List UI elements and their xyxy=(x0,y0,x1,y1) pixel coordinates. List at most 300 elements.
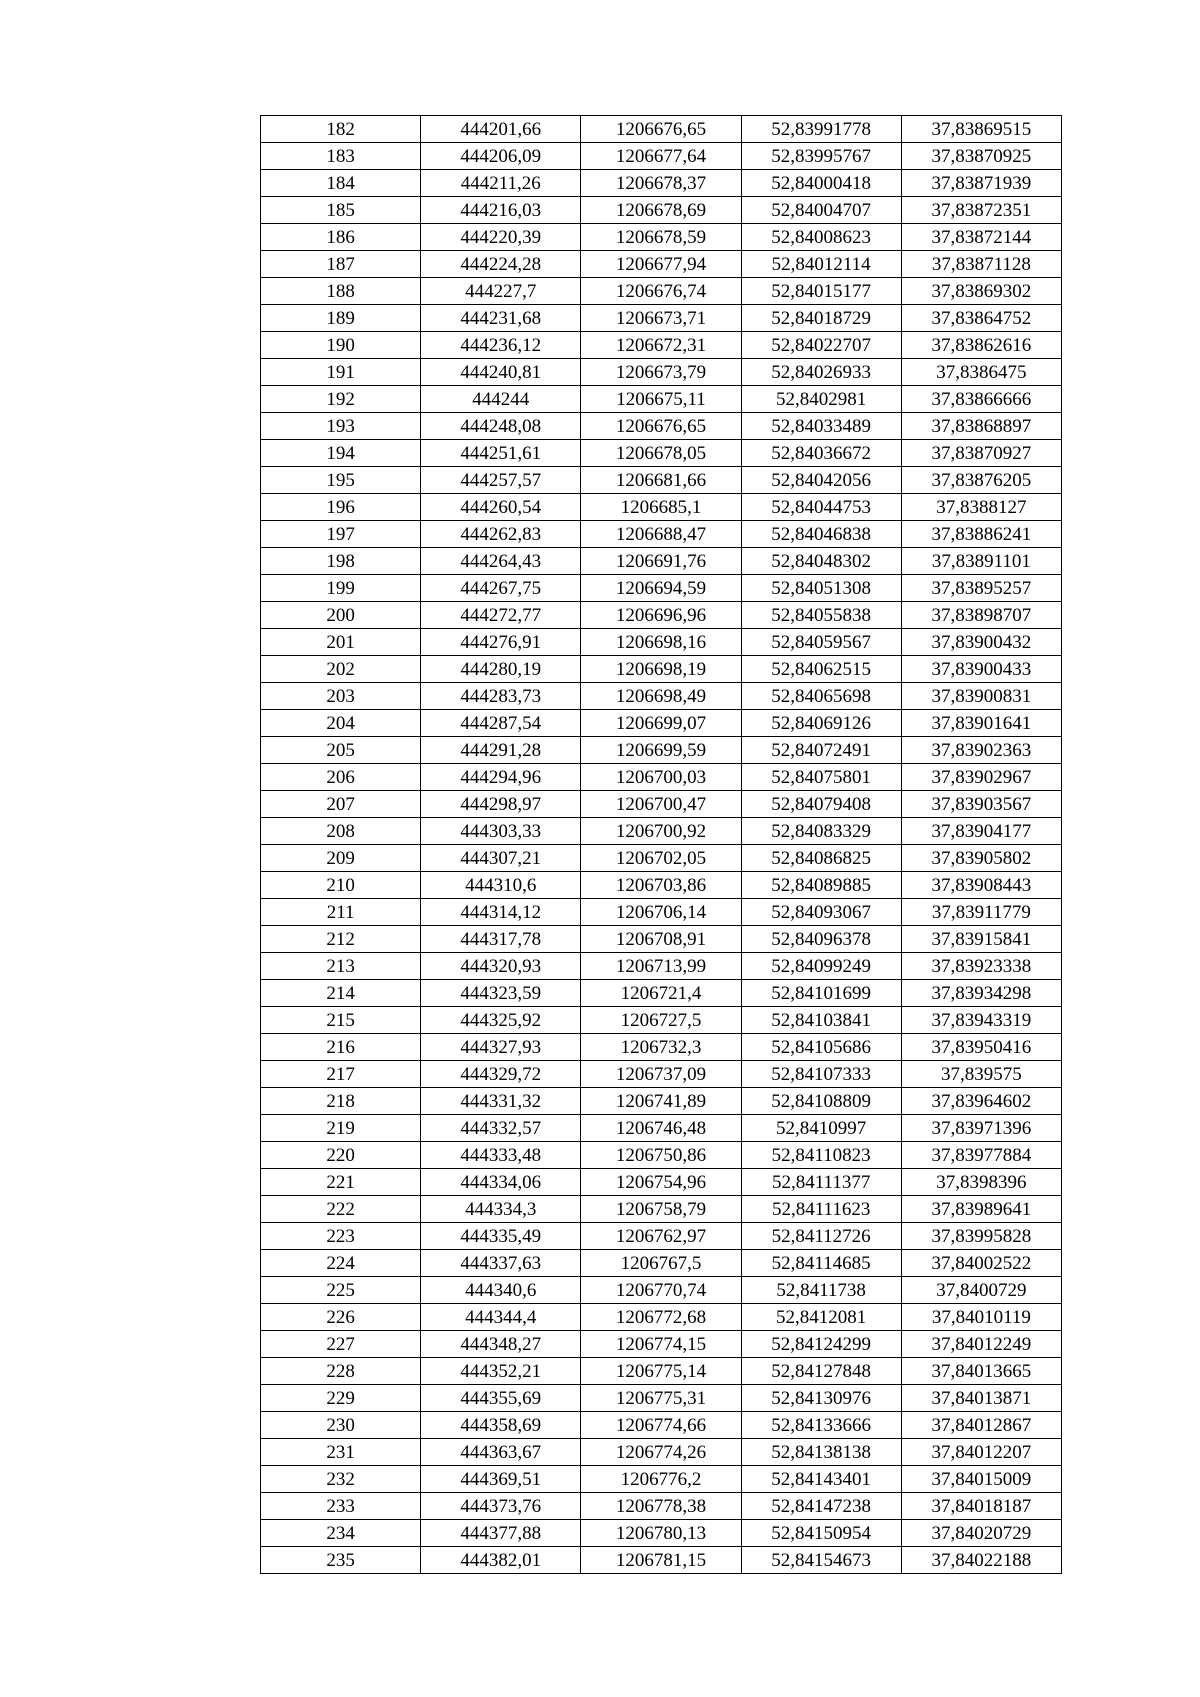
x-coordinate-cell: 444331,32 xyxy=(421,1088,581,1115)
point-number-cell: 182 xyxy=(261,116,421,143)
x-coordinate-cell: 444382,01 xyxy=(421,1547,581,1574)
table-row xyxy=(261,1115,1062,1142)
x-coordinate-cell: 444340,6 xyxy=(421,1277,581,1304)
latitude-cell: 52,84086825 xyxy=(741,845,901,872)
x-coordinate-cell: 444333,48 xyxy=(421,1142,581,1169)
latitude-cell: 52,84096378 xyxy=(741,926,901,953)
table-row xyxy=(261,953,1062,980)
latitude-cell: 52,84111623 xyxy=(741,1196,901,1223)
longitude-cell: 37,83864752 xyxy=(901,305,1061,332)
point-number-cell: 219 xyxy=(261,1115,421,1142)
table-row xyxy=(261,1304,1062,1331)
x-coordinate-cell: 444276,91 xyxy=(421,629,581,656)
table-row xyxy=(261,737,1062,764)
point-number-cell: 185 xyxy=(261,197,421,224)
latitude-cell: 52,84138138 xyxy=(741,1439,901,1466)
y-coordinate-cell: 1206772,68 xyxy=(581,1304,741,1331)
table-row xyxy=(261,1493,1062,1520)
table-row xyxy=(261,602,1062,629)
point-number-cell: 233 xyxy=(261,1493,421,1520)
table-row xyxy=(261,467,1062,494)
latitude-cell: 52,83991778 xyxy=(741,116,901,143)
point-number-cell: 198 xyxy=(261,548,421,575)
table-row xyxy=(261,197,1062,224)
x-coordinate-cell: 444240,81 xyxy=(421,359,581,386)
point-number-cell: 220 xyxy=(261,1142,421,1169)
table-row xyxy=(261,683,1062,710)
latitude-cell: 52,84004707 xyxy=(741,197,901,224)
x-coordinate-cell: 444314,12 xyxy=(421,899,581,926)
y-coordinate-cell: 1206774,15 xyxy=(581,1331,741,1358)
point-number-cell: 225 xyxy=(261,1277,421,1304)
table-row xyxy=(261,143,1062,170)
point-number-cell: 212 xyxy=(261,926,421,953)
x-coordinate-cell: 444257,57 xyxy=(421,467,581,494)
longitude-cell: 37,83886241 xyxy=(901,521,1061,548)
latitude-cell: 52,8410997 xyxy=(741,1115,901,1142)
point-number-cell: 218 xyxy=(261,1088,421,1115)
y-coordinate-cell: 1206781,15 xyxy=(581,1547,741,1574)
longitude-cell: 37,83934298 xyxy=(901,980,1061,1007)
longitude-cell: 37,83915841 xyxy=(901,926,1061,953)
table-row xyxy=(261,1358,1062,1385)
point-number-cell: 211 xyxy=(261,899,421,926)
latitude-cell: 52,84154673 xyxy=(741,1547,901,1574)
y-coordinate-cell: 1206775,31 xyxy=(581,1385,741,1412)
y-coordinate-cell: 1206775,14 xyxy=(581,1358,741,1385)
longitude-cell: 37,83871128 xyxy=(901,251,1061,278)
y-coordinate-cell: 1206732,3 xyxy=(581,1034,741,1061)
point-number-cell: 216 xyxy=(261,1034,421,1061)
y-coordinate-cell: 1206750,86 xyxy=(581,1142,741,1169)
point-number-cell: 232 xyxy=(261,1466,421,1493)
table-row xyxy=(261,926,1062,953)
y-coordinate-cell: 1206700,47 xyxy=(581,791,741,818)
point-number-cell: 213 xyxy=(261,953,421,980)
table-row xyxy=(261,251,1062,278)
point-number-cell: 183 xyxy=(261,143,421,170)
longitude-cell: 37,83869302 xyxy=(901,278,1061,305)
table-row xyxy=(261,548,1062,575)
x-coordinate-cell: 444363,67 xyxy=(421,1439,581,1466)
latitude-cell: 52,84103841 xyxy=(741,1007,901,1034)
table-row xyxy=(261,359,1062,386)
latitude-cell: 52,84112726 xyxy=(741,1223,901,1250)
point-number-cell: 224 xyxy=(261,1250,421,1277)
x-coordinate-cell: 444332,57 xyxy=(421,1115,581,1142)
table-row xyxy=(261,845,1062,872)
y-coordinate-cell: 1206698,19 xyxy=(581,656,741,683)
table-row xyxy=(261,818,1062,845)
x-coordinate-cell: 444317,78 xyxy=(421,926,581,953)
latitude-cell: 52,84069126 xyxy=(741,710,901,737)
x-coordinate-cell: 444251,61 xyxy=(421,440,581,467)
point-number-cell: 223 xyxy=(261,1223,421,1250)
point-number-cell: 226 xyxy=(261,1304,421,1331)
point-number-cell: 203 xyxy=(261,683,421,710)
longitude-cell: 37,83866666 xyxy=(901,386,1061,413)
point-number-cell: 222 xyxy=(261,1196,421,1223)
longitude-cell: 37,83943319 xyxy=(901,1007,1061,1034)
x-coordinate-cell: 444344,4 xyxy=(421,1304,581,1331)
y-coordinate-cell: 1206691,76 xyxy=(581,548,741,575)
table-row xyxy=(261,1520,1062,1547)
latitude-cell: 52,84105686 xyxy=(741,1034,901,1061)
y-coordinate-cell: 1206698,16 xyxy=(581,629,741,656)
latitude-cell: 52,84114685 xyxy=(741,1250,901,1277)
point-number-cell: 196 xyxy=(261,494,421,521)
point-number-cell: 191 xyxy=(261,359,421,386)
latitude-cell: 52,84110823 xyxy=(741,1142,901,1169)
table-row xyxy=(261,1088,1062,1115)
x-coordinate-cell: 444334,06 xyxy=(421,1169,581,1196)
x-coordinate-cell: 444307,21 xyxy=(421,845,581,872)
longitude-cell: 37,84002522 xyxy=(901,1250,1061,1277)
longitude-cell: 37,83964602 xyxy=(901,1088,1061,1115)
longitude-cell: 37,8388127 xyxy=(901,494,1061,521)
longitude-cell: 37,83898707 xyxy=(901,602,1061,629)
point-number-cell: 199 xyxy=(261,575,421,602)
longitude-cell: 37,83923338 xyxy=(901,953,1061,980)
table-row xyxy=(261,656,1062,683)
y-coordinate-cell: 1206681,66 xyxy=(581,467,741,494)
table-row xyxy=(261,980,1062,1007)
y-coordinate-cell: 1206708,91 xyxy=(581,926,741,953)
y-coordinate-cell: 1206676,65 xyxy=(581,413,741,440)
latitude-cell: 52,84124299 xyxy=(741,1331,901,1358)
x-coordinate-cell: 444291,28 xyxy=(421,737,581,764)
y-coordinate-cell: 1206678,37 xyxy=(581,170,741,197)
x-coordinate-cell: 444355,69 xyxy=(421,1385,581,1412)
x-coordinate-cell: 444325,92 xyxy=(421,1007,581,1034)
latitude-cell: 52,84065698 xyxy=(741,683,901,710)
latitude-cell: 52,84101699 xyxy=(741,980,901,1007)
latitude-cell: 52,84127848 xyxy=(741,1358,901,1385)
point-number-cell: 205 xyxy=(261,737,421,764)
table-row xyxy=(261,1277,1062,1304)
latitude-cell: 52,84093067 xyxy=(741,899,901,926)
latitude-cell: 52,84075801 xyxy=(741,764,901,791)
x-coordinate-cell: 444220,39 xyxy=(421,224,581,251)
y-coordinate-cell: 1206673,79 xyxy=(581,359,741,386)
latitude-cell: 52,8402981 xyxy=(741,386,901,413)
table-row xyxy=(261,629,1062,656)
y-coordinate-cell: 1206688,47 xyxy=(581,521,741,548)
longitude-cell: 37,83908443 xyxy=(901,872,1061,899)
latitude-cell: 52,84108809 xyxy=(741,1088,901,1115)
point-number-cell: 197 xyxy=(261,521,421,548)
point-number-cell: 215 xyxy=(261,1007,421,1034)
y-coordinate-cell: 1206727,5 xyxy=(581,1007,741,1034)
longitude-cell: 37,83911779 xyxy=(901,899,1061,926)
latitude-cell: 52,84107333 xyxy=(741,1061,901,1088)
x-coordinate-cell: 444224,28 xyxy=(421,251,581,278)
x-coordinate-cell: 444323,59 xyxy=(421,980,581,1007)
table-row xyxy=(261,1250,1062,1277)
y-coordinate-cell: 1206774,66 xyxy=(581,1412,741,1439)
table-row xyxy=(261,1412,1062,1439)
y-coordinate-cell: 1206677,64 xyxy=(581,143,741,170)
point-number-cell: 207 xyxy=(261,791,421,818)
table-row xyxy=(261,521,1062,548)
x-coordinate-cell: 444283,73 xyxy=(421,683,581,710)
y-coordinate-cell: 1206746,48 xyxy=(581,1115,741,1142)
x-coordinate-cell: 444211,26 xyxy=(421,170,581,197)
latitude-cell: 52,84089885 xyxy=(741,872,901,899)
latitude-cell: 52,84046838 xyxy=(741,521,901,548)
y-coordinate-cell: 1206702,05 xyxy=(581,845,741,872)
x-coordinate-cell: 444327,93 xyxy=(421,1034,581,1061)
point-number-cell: 201 xyxy=(261,629,421,656)
latitude-cell: 52,84130976 xyxy=(741,1385,901,1412)
point-number-cell: 214 xyxy=(261,980,421,1007)
table-row xyxy=(261,1034,1062,1061)
y-coordinate-cell: 1206721,4 xyxy=(581,980,741,1007)
point-number-cell: 235 xyxy=(261,1547,421,1574)
longitude-cell: 37,83872351 xyxy=(901,197,1061,224)
y-coordinate-cell: 1206700,03 xyxy=(581,764,741,791)
latitude-cell: 52,84055838 xyxy=(741,602,901,629)
longitude-cell: 37,83900831 xyxy=(901,683,1061,710)
table-row xyxy=(261,1385,1062,1412)
y-coordinate-cell: 1206754,96 xyxy=(581,1169,741,1196)
longitude-cell: 37,83950416 xyxy=(901,1034,1061,1061)
longitude-cell: 37,83870927 xyxy=(901,440,1061,467)
x-coordinate-cell: 444348,27 xyxy=(421,1331,581,1358)
latitude-cell: 52,84099249 xyxy=(741,953,901,980)
table-row xyxy=(261,575,1062,602)
longitude-cell: 37,83862616 xyxy=(901,332,1061,359)
x-coordinate-cell: 444227,7 xyxy=(421,278,581,305)
x-coordinate-cell: 444231,68 xyxy=(421,305,581,332)
longitude-cell: 37,83872144 xyxy=(901,224,1061,251)
point-number-cell: 208 xyxy=(261,818,421,845)
y-coordinate-cell: 1206685,1 xyxy=(581,494,741,521)
longitude-cell: 37,83903567 xyxy=(901,791,1061,818)
latitude-cell: 52,84062515 xyxy=(741,656,901,683)
table-row xyxy=(261,278,1062,305)
latitude-cell: 52,84111377 xyxy=(741,1169,901,1196)
point-number-cell: 209 xyxy=(261,845,421,872)
longitude-cell: 37,83905802 xyxy=(901,845,1061,872)
y-coordinate-cell: 1206699,07 xyxy=(581,710,741,737)
x-coordinate-cell: 444262,83 xyxy=(421,521,581,548)
x-coordinate-cell: 444337,63 xyxy=(421,1250,581,1277)
y-coordinate-cell: 1206677,94 xyxy=(581,251,741,278)
y-coordinate-cell: 1206672,31 xyxy=(581,332,741,359)
table-row xyxy=(261,872,1062,899)
latitude-cell: 52,84018729 xyxy=(741,305,901,332)
y-coordinate-cell: 1206678,69 xyxy=(581,197,741,224)
longitude-cell: 37,8398396 xyxy=(901,1169,1061,1196)
longitude-cell: 37,83989641 xyxy=(901,1196,1061,1223)
point-number-cell: 217 xyxy=(261,1061,421,1088)
point-number-cell: 189 xyxy=(261,305,421,332)
latitude-cell: 52,84044753 xyxy=(741,494,901,521)
y-coordinate-cell: 1206676,65 xyxy=(581,116,741,143)
y-coordinate-cell: 1206673,71 xyxy=(581,305,741,332)
x-coordinate-cell: 444267,75 xyxy=(421,575,581,602)
longitude-cell: 37,83900432 xyxy=(901,629,1061,656)
table-row xyxy=(261,1223,1062,1250)
y-coordinate-cell: 1206676,74 xyxy=(581,278,741,305)
table-row xyxy=(261,305,1062,332)
longitude-cell: 37,8400729 xyxy=(901,1277,1061,1304)
x-coordinate-cell: 444201,66 xyxy=(421,116,581,143)
x-coordinate-cell: 444320,93 xyxy=(421,953,581,980)
table-row xyxy=(261,170,1062,197)
latitude-cell: 52,84033489 xyxy=(741,413,901,440)
latitude-cell: 52,84083329 xyxy=(741,818,901,845)
x-coordinate-cell: 444260,54 xyxy=(421,494,581,521)
table-row xyxy=(261,710,1062,737)
table-row xyxy=(261,1061,1062,1088)
longitude-cell: 37,83977884 xyxy=(901,1142,1061,1169)
table-row xyxy=(261,1007,1062,1034)
x-coordinate-cell: 444287,54 xyxy=(421,710,581,737)
latitude-cell: 52,84143401 xyxy=(741,1466,901,1493)
longitude-cell: 37,83995828 xyxy=(901,1223,1061,1250)
longitude-cell: 37,84012249 xyxy=(901,1331,1061,1358)
y-coordinate-cell: 1206678,05 xyxy=(581,440,741,467)
longitude-cell: 37,84015009 xyxy=(901,1466,1061,1493)
latitude-cell: 52,84048302 xyxy=(741,548,901,575)
x-coordinate-cell: 444280,19 xyxy=(421,656,581,683)
point-number-cell: 200 xyxy=(261,602,421,629)
latitude-cell: 52,84012114 xyxy=(741,251,901,278)
point-number-cell: 190 xyxy=(261,332,421,359)
longitude-cell: 37,83891101 xyxy=(901,548,1061,575)
point-number-cell: 206 xyxy=(261,764,421,791)
point-number-cell: 184 xyxy=(261,170,421,197)
point-number-cell: 202 xyxy=(261,656,421,683)
y-coordinate-cell: 1206770,74 xyxy=(581,1277,741,1304)
latitude-cell: 52,84059567 xyxy=(741,629,901,656)
table-row xyxy=(261,764,1062,791)
x-coordinate-cell: 444373,76 xyxy=(421,1493,581,1520)
point-number-cell: 188 xyxy=(261,278,421,305)
longitude-cell: 37,83869515 xyxy=(901,116,1061,143)
y-coordinate-cell: 1206700,92 xyxy=(581,818,741,845)
table-row xyxy=(261,1331,1062,1358)
longitude-cell: 37,84013871 xyxy=(901,1385,1061,1412)
x-coordinate-cell: 444294,96 xyxy=(421,764,581,791)
point-number-cell: 187 xyxy=(261,251,421,278)
x-coordinate-cell: 444352,21 xyxy=(421,1358,581,1385)
x-coordinate-cell: 444335,49 xyxy=(421,1223,581,1250)
x-coordinate-cell: 444303,33 xyxy=(421,818,581,845)
x-coordinate-cell: 444358,69 xyxy=(421,1412,581,1439)
longitude-cell: 37,84022188 xyxy=(901,1547,1061,1574)
y-coordinate-cell: 1206698,49 xyxy=(581,683,741,710)
latitude-cell: 52,83995767 xyxy=(741,143,901,170)
table-row xyxy=(261,1547,1062,1574)
point-number-cell: 210 xyxy=(261,872,421,899)
point-number-cell: 195 xyxy=(261,467,421,494)
longitude-cell: 37,83901641 xyxy=(901,710,1061,737)
point-number-cell: 230 xyxy=(261,1412,421,1439)
latitude-cell: 52,84150954 xyxy=(741,1520,901,1547)
coordinates-table xyxy=(260,115,1062,1574)
y-coordinate-cell: 1206703,86 xyxy=(581,872,741,899)
table-row xyxy=(261,440,1062,467)
latitude-cell: 52,84015177 xyxy=(741,278,901,305)
table-row xyxy=(261,791,1062,818)
coordinates-table-body xyxy=(261,116,1062,1574)
latitude-cell: 52,84133666 xyxy=(741,1412,901,1439)
latitude-cell: 52,84026933 xyxy=(741,359,901,386)
point-number-cell: 186 xyxy=(261,224,421,251)
table-row xyxy=(261,413,1062,440)
y-coordinate-cell: 1206737,09 xyxy=(581,1061,741,1088)
x-coordinate-cell: 444334,3 xyxy=(421,1196,581,1223)
latitude-cell: 52,84022707 xyxy=(741,332,901,359)
longitude-cell: 37,83895257 xyxy=(901,575,1061,602)
longitude-cell: 37,83971396 xyxy=(901,1115,1061,1142)
x-coordinate-cell: 444236,12 xyxy=(421,332,581,359)
latitude-cell: 52,84000418 xyxy=(741,170,901,197)
x-coordinate-cell: 444244 xyxy=(421,386,581,413)
table-row xyxy=(261,1439,1062,1466)
y-coordinate-cell: 1206767,5 xyxy=(581,1250,741,1277)
x-coordinate-cell: 444369,51 xyxy=(421,1466,581,1493)
longitude-cell: 37,83902967 xyxy=(901,764,1061,791)
longitude-cell: 37,83868897 xyxy=(901,413,1061,440)
x-coordinate-cell: 444264,43 xyxy=(421,548,581,575)
longitude-cell: 37,84020729 xyxy=(901,1520,1061,1547)
latitude-cell: 52,84147238 xyxy=(741,1493,901,1520)
y-coordinate-cell: 1206780,13 xyxy=(581,1520,741,1547)
y-coordinate-cell: 1206675,11 xyxy=(581,386,741,413)
y-coordinate-cell: 1206741,89 xyxy=(581,1088,741,1115)
x-coordinate-cell: 444248,08 xyxy=(421,413,581,440)
x-coordinate-cell: 444329,72 xyxy=(421,1061,581,1088)
table-row xyxy=(261,224,1062,251)
latitude-cell: 52,84042056 xyxy=(741,467,901,494)
x-coordinate-cell: 444206,09 xyxy=(421,143,581,170)
longitude-cell: 37,83876205 xyxy=(901,467,1061,494)
latitude-cell: 52,8412081 xyxy=(741,1304,901,1331)
latitude-cell: 52,84051308 xyxy=(741,575,901,602)
point-number-cell: 234 xyxy=(261,1520,421,1547)
latitude-cell: 52,8411738 xyxy=(741,1277,901,1304)
longitude-cell: 37,84012207 xyxy=(901,1439,1061,1466)
y-coordinate-cell: 1206706,14 xyxy=(581,899,741,926)
y-coordinate-cell: 1206762,97 xyxy=(581,1223,741,1250)
latitude-cell: 52,84079408 xyxy=(741,791,901,818)
table-row xyxy=(261,116,1062,143)
point-number-cell: 193 xyxy=(261,413,421,440)
y-coordinate-cell: 1206778,38 xyxy=(581,1493,741,1520)
table-row xyxy=(261,1466,1062,1493)
longitude-cell: 37,8386475 xyxy=(901,359,1061,386)
point-number-cell: 227 xyxy=(261,1331,421,1358)
y-coordinate-cell: 1206696,96 xyxy=(581,602,741,629)
table-row xyxy=(261,899,1062,926)
table-row xyxy=(261,1169,1062,1196)
point-number-cell: 204 xyxy=(261,710,421,737)
x-coordinate-cell: 444298,97 xyxy=(421,791,581,818)
longitude-cell: 37,83870925 xyxy=(901,143,1061,170)
longitude-cell: 37,83902363 xyxy=(901,737,1061,764)
y-coordinate-cell: 1206776,2 xyxy=(581,1466,741,1493)
y-coordinate-cell: 1206694,59 xyxy=(581,575,741,602)
x-coordinate-cell: 444377,88 xyxy=(421,1520,581,1547)
y-coordinate-cell: 1206678,59 xyxy=(581,224,741,251)
point-number-cell: 194 xyxy=(261,440,421,467)
point-number-cell: 192 xyxy=(261,386,421,413)
x-coordinate-cell: 444310,6 xyxy=(421,872,581,899)
